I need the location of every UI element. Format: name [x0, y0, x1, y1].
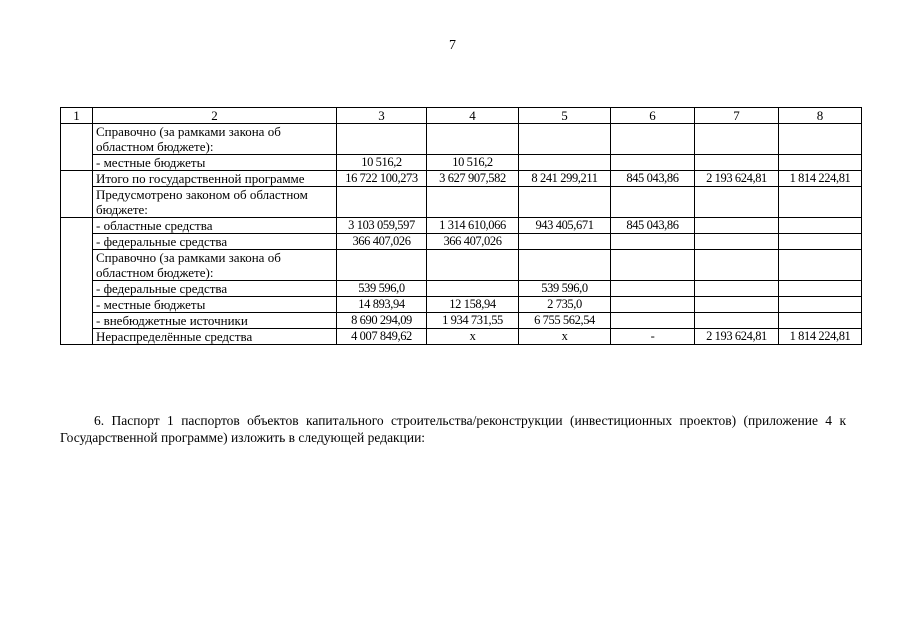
row-label-cell: Нераспределённые средства — [93, 329, 337, 345]
row-number-cell — [61, 171, 93, 218]
value-cell — [611, 313, 695, 329]
value-cell: 1 314 610,066 — [427, 218, 519, 234]
table-row — [61, 250, 862, 281]
row-number-cell — [61, 124, 93, 171]
table-row — [61, 218, 862, 234]
value-cell — [695, 297, 779, 313]
header-cell: 2 — [93, 108, 337, 124]
value-cell: 366 407,026 — [337, 234, 427, 250]
value-cell — [779, 124, 862, 155]
table-row — [61, 124, 862, 155]
value-cell: 1 934 731,55 — [427, 313, 519, 329]
table-row — [61, 187, 862, 218]
value-cell — [337, 187, 427, 218]
table-row — [61, 281, 862, 297]
header-cell: 7 — [695, 108, 779, 124]
value-cell — [695, 155, 779, 171]
value-cell: - — [611, 329, 695, 345]
row-label-cell: Справочно (за рамками закона об областном бюджете): — [93, 124, 337, 155]
value-cell: 14 893,94 — [337, 297, 427, 313]
value-cell — [695, 218, 779, 234]
row-label-cell: Справочно (за рамками закона об областном бюджете): — [93, 250, 337, 281]
value-cell: 539 596,0 — [337, 281, 427, 297]
value-cell: 16 722 100,273 — [337, 171, 427, 187]
value-cell: 12 158,94 — [427, 297, 519, 313]
value-cell: 10 516,2 — [427, 155, 519, 171]
table-row — [61, 155, 862, 171]
value-cell — [779, 155, 862, 171]
value-cell: 2 193 624,81 — [695, 171, 779, 187]
value-cell — [611, 187, 695, 218]
value-cell — [427, 281, 519, 297]
value-cell: 2 735,0 — [519, 297, 611, 313]
value-cell: х — [427, 329, 519, 345]
value-cell — [611, 281, 695, 297]
table-row — [61, 171, 862, 187]
budget-table — [60, 107, 862, 345]
row-label-cell: - областные средства — [93, 218, 337, 234]
value-cell — [695, 313, 779, 329]
value-cell — [519, 124, 611, 155]
row-label-cell: - федеральные средства — [93, 281, 337, 297]
value-cell — [779, 187, 862, 218]
row-label-cell: - местные бюджеты — [93, 297, 337, 313]
header-cell: 4 — [427, 108, 519, 124]
header-cell: 8 — [779, 108, 862, 124]
row-label-cell: - федеральные средства — [93, 234, 337, 250]
table-row — [61, 297, 862, 313]
header-cell: 6 — [611, 108, 695, 124]
table-row — [61, 329, 862, 345]
value-cell: 943 405,671 — [519, 218, 611, 234]
row-label-cell: - местные бюджеты — [93, 155, 337, 171]
header-cell: 5 — [519, 108, 611, 124]
header-cell: 1 — [61, 108, 93, 124]
value-cell — [611, 297, 695, 313]
value-cell — [695, 124, 779, 155]
value-cell: 8 241 299,211 — [519, 171, 611, 187]
value-cell — [337, 250, 427, 281]
row-number-cell — [61, 218, 93, 345]
row-label-cell: Предусмотрено законом об областном бюджете: — [93, 187, 337, 218]
value-cell — [611, 155, 695, 171]
value-cell: 3 103 059,597 — [337, 218, 427, 234]
value-cell — [779, 313, 862, 329]
header-cell: 3 — [337, 108, 427, 124]
value-cell: 845 043,86 — [611, 171, 695, 187]
value-cell — [779, 281, 862, 297]
page-number: 7 — [449, 38, 456, 53]
value-cell: 845 043,86 — [611, 218, 695, 234]
value-cell: 1 814 224,81 — [779, 171, 862, 187]
value-cell — [695, 187, 779, 218]
value-cell — [779, 218, 862, 234]
value-cell: 2 193 624,81 — [695, 329, 779, 345]
row-label-cell: - внебюджетные источники — [93, 313, 337, 329]
value-cell: 4 007 849,62 — [337, 329, 427, 345]
value-cell — [427, 124, 519, 155]
value-cell — [519, 155, 611, 171]
value-cell — [337, 124, 427, 155]
value-cell: 539 596,0 — [519, 281, 611, 297]
value-cell: 1 814 224,81 — [779, 329, 862, 345]
value-cell — [611, 250, 695, 281]
value-cell — [519, 187, 611, 218]
value-cell — [779, 234, 862, 250]
value-cell — [611, 124, 695, 155]
table-header-row — [61, 108, 862, 124]
row-label-cell: Итого по государственной программе — [93, 171, 337, 187]
value-cell: 3 627 907,582 — [427, 171, 519, 187]
value-cell — [519, 250, 611, 281]
value-cell — [427, 187, 519, 218]
paragraph-item-6: 6. Паспорт 1 паспортов объектов капитального строительства/реконструкции (инвестиционных проектов) (приложение 4 к Государственной программе) изложить в следующей редакции: — [60, 413, 846, 445]
value-cell — [427, 250, 519, 281]
value-cell: 6 755 562,54 — [519, 313, 611, 329]
value-cell — [695, 281, 779, 297]
table-row — [61, 234, 862, 250]
value-cell: 8 690 294,09 — [337, 313, 427, 329]
value-cell — [695, 250, 779, 281]
value-cell — [779, 250, 862, 281]
value-cell: х — [519, 329, 611, 345]
table-row — [61, 313, 862, 329]
value-cell — [519, 234, 611, 250]
value-cell: 366 407,026 — [427, 234, 519, 250]
value-cell — [779, 297, 862, 313]
value-cell — [695, 234, 779, 250]
value-cell — [611, 234, 695, 250]
value-cell: 10 516,2 — [337, 155, 427, 171]
